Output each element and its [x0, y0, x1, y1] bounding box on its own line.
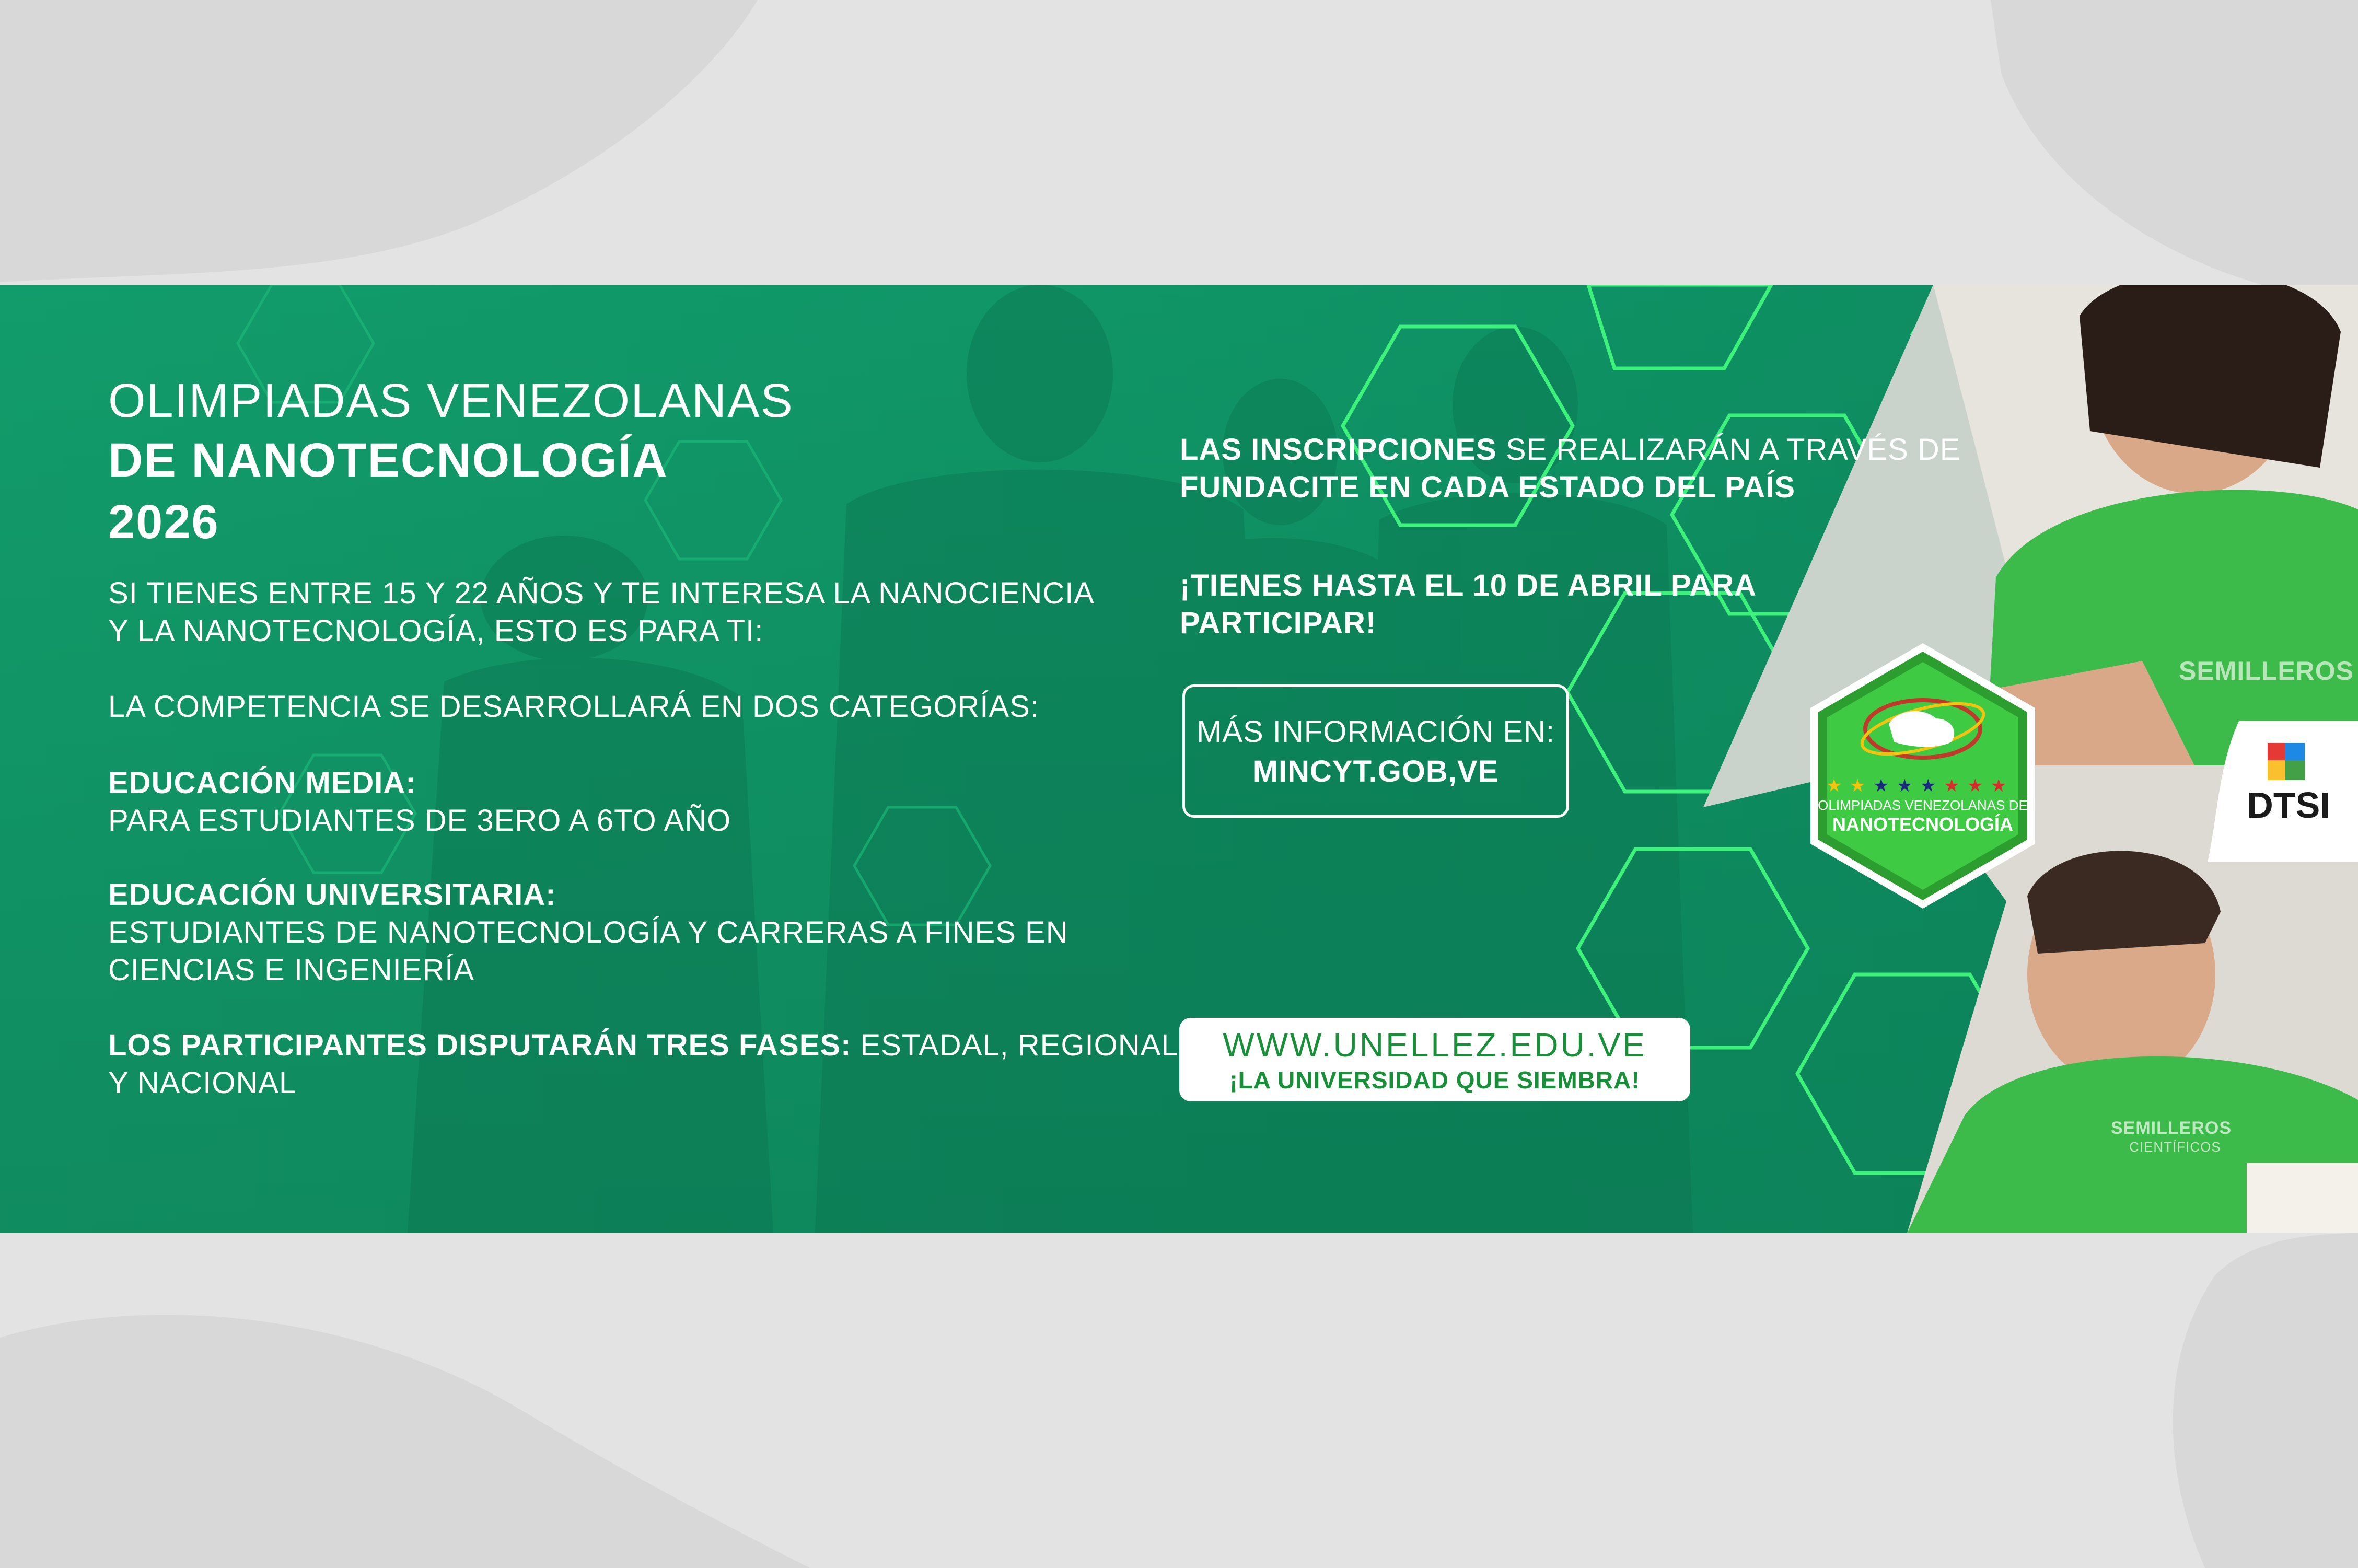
- olympiad-badge: [1805, 640, 2040, 912]
- shirt-text-bottom-2: CIENTÍFICOS: [2129, 1139, 2221, 1155]
- universitaria-title: EDUCACIÓN UNIVERSITARIA:: [108, 878, 556, 912]
- website-pill[interactable]: [1179, 1018, 1690, 1101]
- inscripciones-rest: SE REALIZARÁN A TRAVÉS DE: [1496, 433, 1961, 467]
- fases-line-2: Y NACIONAL: [108, 1066, 297, 1100]
- badge-line-1: OLIMPIADAS VENEZOLANAS DE: [1818, 797, 2028, 813]
- deadline-line-2: PARTICIPAR!: [1180, 606, 1377, 640]
- title-line-2: DE NANOTECNOLOGÍA: [108, 434, 668, 487]
- universitaria-line-2: CIENCIAS E INGENIERÍA: [108, 953, 475, 987]
- universitaria-line-1: ESTUDIANTES DE NANOTECNOLOGÍA Y CARRERAS A FINES EN: [108, 915, 1068, 949]
- title-year: 2026: [108, 495, 219, 549]
- svg-text:★: ★: [1826, 775, 1842, 796]
- inscripciones-line-1: [1180, 431, 1960, 469]
- dtsi-logo: [2208, 721, 2358, 862]
- svg-text:★: ★: [1897, 775, 1913, 796]
- intro-line-2: Y LA NANOTECNOLOGÍA, ESTO ES PARA TI:: [108, 614, 764, 648]
- dtsi-cube-icon: [2268, 743, 2305, 780]
- media-title: EDUCACIÓN MEDIA:: [108, 766, 416, 800]
- inscripciones-bold: LAS INSCRIPCIONES: [1180, 433, 1497, 467]
- fases-bold: LOS PARTICIPANTES DISPUTARÁN TRES FASES:: [108, 1028, 852, 1062]
- more-info-url[interactable]: MINCYT.GOB,VE: [1252, 754, 1499, 788]
- more-info-label: MÁS INFORMACIÓN EN:: [1196, 715, 1555, 749]
- fases-line-1: [108, 1027, 1179, 1064]
- hero-banner: [0, 285, 2358, 1233]
- svg-text:★: ★: [1967, 775, 1983, 796]
- svg-text:★: ★: [1944, 775, 1960, 796]
- media-text: PARA ESTUDIANTES DE 3ERO A 6TO AÑO: [108, 804, 731, 838]
- website-slogan: ¡LA UNIVERSIDAD QUE SIEMBRA!: [1229, 1066, 1640, 1094]
- inscripciones-line-2: FUNDACITE EN CADA ESTADO DEL PAÍS: [1180, 470, 1796, 504]
- badge-line-2: NANOTECNOLOGÍA: [1832, 814, 2013, 835]
- svg-text:★: ★: [1850, 775, 1866, 796]
- svg-text:★: ★: [1873, 775, 1889, 796]
- svg-text:★: ★: [1920, 775, 1936, 796]
- title-line-1: OLIMPIADAS VENEZOLANAS: [108, 374, 794, 427]
- intro-line-1: SI TIENES ENTRE 15 Y 22 AÑOS Y TE INTERESA LA NANOCIENCIA: [108, 576, 1095, 610]
- categories-intro: LA COMPETENCIA SE DESARROLLARÁ EN DOS CATEGORÍAS:: [108, 690, 1039, 724]
- website-url[interactable]: WWW.UNELLEZ.EDU.VE: [1223, 1026, 1647, 1064]
- deadline-line-1: ¡TIENES HASTA EL 10 DE ABRIL PARA: [1180, 568, 1757, 602]
- fases-rest: ESTADAL, REGIONAL: [851, 1028, 1179, 1062]
- more-info-box[interactable]: [1182, 684, 1569, 818]
- svg-text:★: ★: [1991, 775, 2007, 796]
- shirt-text-top: SEMILLEROS: [2179, 656, 2354, 686]
- dtsi-label: DTSI: [2247, 785, 2330, 826]
- shirt-text-bottom-1: SEMILLEROS: [2111, 1118, 2232, 1138]
